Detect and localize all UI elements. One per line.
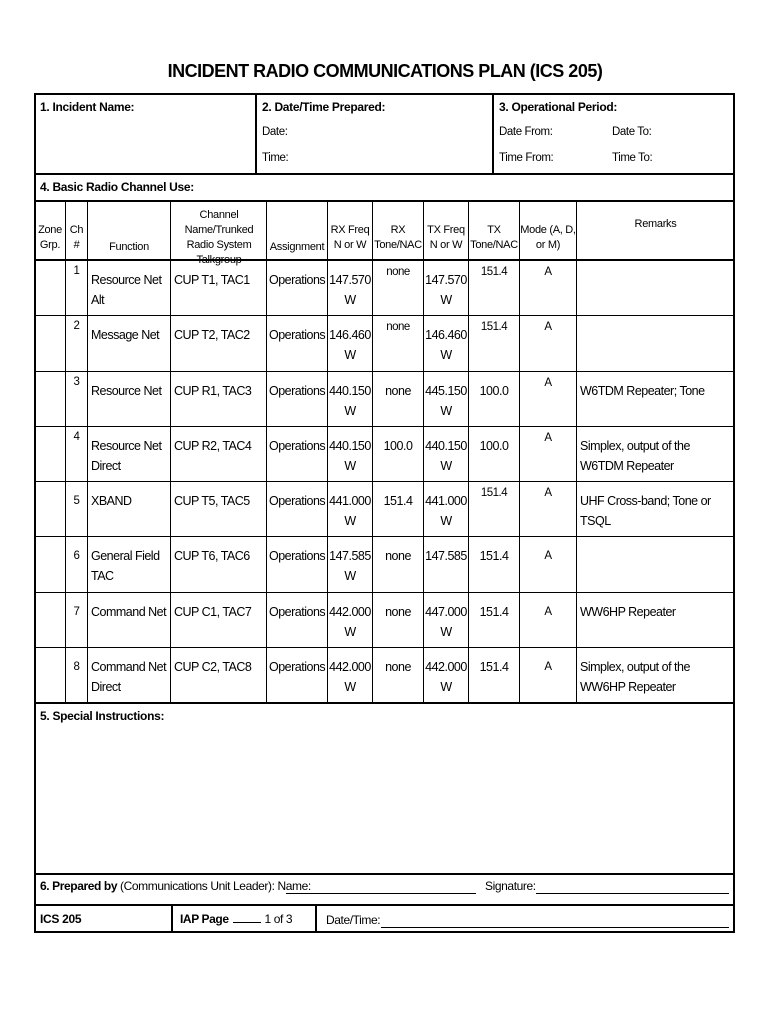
cell-remarks: UHF Cross-band; Tone or TSQL	[580, 494, 711, 528]
cell-tx-freq: 440.150 W	[425, 439, 467, 473]
divider-footer-1	[171, 904, 173, 933]
cell-tx-tone: 100.0	[479, 439, 509, 453]
col-header-rx-freq: RX Freq N or W	[330, 224, 370, 251]
cell-mode: A	[544, 606, 552, 618]
signature-label: Signature:	[485, 879, 536, 893]
cell-tx-freq: 441.000 W	[425, 494, 467, 528]
cell-rx-tone: none	[385, 549, 411, 563]
cell-rx-tone: 151.4	[383, 494, 413, 508]
time-from-label: Time From:	[499, 152, 554, 164]
footer-datetime-label: Date/Time:	[326, 913, 381, 927]
col-header-rx-tone: RX Tone/NAC	[374, 224, 422, 251]
col-header-tx-freq: TX Freq N or W	[427, 224, 465, 251]
divider-1-2	[255, 93, 257, 173]
prepared-time-label: Time:	[262, 152, 289, 164]
rule-footer	[34, 904, 735, 906]
cell-assignment: Operations	[269, 660, 326, 674]
row-divider	[34, 481, 735, 482]
cell-rx-tone: none	[385, 384, 411, 398]
cell-assignment: Operations	[269, 549, 326, 563]
col-header-mode: Mode (A, D, or M)	[520, 224, 576, 251]
cell-assignment: Operations	[269, 439, 326, 453]
row-divider	[34, 536, 735, 537]
basic-radio-channel-use-label: 4. Basic Radio Channel Use:	[40, 180, 194, 194]
cell-assignment: Operations	[269, 328, 326, 342]
cell-remarks: W6TDM Repeater; Tone	[580, 384, 705, 398]
signature-line[interactable]	[536, 893, 729, 894]
cell-ch: 3	[73, 376, 80, 388]
rule-section6	[34, 873, 735, 875]
col-header-function: Function	[109, 241, 149, 253]
cell-rx-freq: 441.000 W	[329, 494, 371, 528]
cell-rx-tone: none	[386, 321, 410, 333]
row-divider	[34, 371, 735, 372]
cell-mode: A	[544, 377, 552, 389]
cell-tx-tone: 151.4	[479, 605, 509, 619]
cell-function: Command Net Direct	[91, 660, 167, 694]
cell-ch: 5	[73, 495, 80, 507]
rule-section4	[34, 173, 735, 175]
cell-rx-freq: 146.460 W	[329, 328, 371, 362]
cell-tx-tone: 151.4	[480, 321, 508, 333]
row-divider	[34, 647, 735, 648]
cell-channel: CUP T5, TAC5	[174, 494, 250, 508]
date-to-label: Date To:	[612, 126, 652, 138]
column-divider	[576, 200, 577, 702]
form-title: INCIDENT RADIO COMMUNICATIONS PLAN (ICS 205)	[167, 61, 603, 81]
cell-function: Resource Net Alt	[91, 273, 162, 307]
cell-remarks: WW6HP Repeater	[580, 605, 676, 619]
form-id-label: ICS 205	[40, 912, 82, 926]
prepared-by-rest: (Communications Unit Leader): Name:	[120, 879, 311, 893]
cell-tx-freq: 147.585	[425, 549, 467, 563]
cell-function: XBAND	[91, 494, 132, 508]
iap-page-bold: IAP Page	[180, 912, 229, 926]
operational-period-label: 3. Operational Period:	[499, 100, 618, 114]
cell-rx-tone: none	[385, 660, 411, 674]
prepared-date-label: Date:	[262, 126, 288, 138]
date-time-prepared-label: 2. Date/Time Prepared:	[262, 100, 386, 114]
cell-ch: 1	[73, 265, 80, 277]
cell-ch: 6	[73, 550, 80, 562]
column-divider	[170, 200, 171, 702]
cell-rx-freq: 147.570 W	[329, 273, 371, 307]
prepared-by-label	[40, 879, 311, 893]
special-instructions-label: 5. Special Instructions:	[40, 709, 165, 723]
column-divider	[87, 200, 88, 702]
cell-rx-freq: 442.000 W	[329, 605, 371, 639]
cell-tx-tone: 100.0	[479, 384, 509, 398]
cell-mode: A	[544, 266, 552, 278]
cell-tx-tone: 151.4	[479, 660, 509, 674]
cell-function: General Field TAC	[91, 549, 160, 583]
cell-remarks: Simplex, output of the WW6HP Repeater	[580, 660, 690, 694]
cell-remarks: Simplex, output of the W6TDM Repeater	[580, 439, 690, 473]
cell-rx-freq: 442.000 W	[329, 660, 371, 694]
divider-2-3	[492, 93, 494, 173]
prepared-by-bold: 6. Prepared by	[40, 879, 118, 893]
cell-mode: A	[544, 321, 552, 333]
cell-rx-tone: 100.0	[383, 439, 413, 453]
rule-table-header-top	[34, 200, 735, 202]
col-header-assignment: Assignment	[269, 241, 325, 253]
footer-datetime-line[interactable]	[381, 927, 729, 928]
cell-channel: CUP C1, TAC7	[174, 605, 252, 619]
time-to-label: Time To:	[612, 152, 653, 164]
incident-name-label: 1. Incident Name:	[40, 100, 135, 114]
col-header-channel: Channel Name/Trunked Radio System Talkgroup	[184, 209, 254, 266]
col-header-tx-tone: TX Tone/NAC	[470, 224, 518, 251]
row-divider	[34, 315, 735, 316]
cell-rx-freq: 440.150 W	[329, 439, 371, 473]
cell-tx-freq: 147.570 W	[425, 273, 467, 307]
cell-tx-freq: 442.000 W	[425, 660, 467, 694]
cell-rx-freq: 147.585 W	[329, 549, 371, 583]
divider-footer-2	[315, 904, 317, 933]
cell-assignment: Operations	[269, 494, 326, 508]
row-divider	[34, 592, 735, 593]
cell-tx-freq: 445.150 W	[425, 384, 467, 418]
cell-tx-freq: 146.460 W	[425, 328, 467, 362]
cell-assignment: Operations	[269, 605, 326, 619]
cell-tx-tone: 151.4	[480, 487, 508, 499]
cell-tx-freq: 447.000 W	[425, 605, 467, 639]
cell-channel: CUP T6, TAC6	[174, 549, 250, 563]
prepared-by-name-line[interactable]	[286, 893, 476, 894]
cell-assignment: Operations	[269, 273, 326, 287]
iap-page-blank[interactable]	[233, 922, 261, 923]
date-from-label: Date From:	[499, 126, 553, 138]
cell-assignment: Operations	[269, 384, 326, 398]
cell-ch: 8	[73, 661, 80, 673]
cell-ch: 2	[73, 320, 80, 332]
cell-mode: A	[544, 487, 552, 499]
rule-section5	[34, 702, 735, 704]
cell-channel: CUP R2, TAC4	[174, 439, 252, 453]
row-divider	[34, 426, 735, 427]
rule-table-header-bottom	[34, 259, 735, 261]
cell-channel: CUP R1, TAC3	[174, 384, 252, 398]
column-divider	[266, 200, 267, 702]
cell-channel: CUP T1, TAC1	[174, 273, 250, 287]
cell-tx-tone: 151.4	[479, 549, 509, 563]
col-header-zone: Zone Grp.	[38, 224, 62, 251]
col-header-remarks: Remarks	[634, 218, 677, 230]
cell-channel: CUP T2, TAC2	[174, 328, 250, 342]
cell-rx-freq: 440.150 W	[329, 384, 371, 418]
cell-ch: 7	[73, 606, 80, 618]
cell-function: Resource Net	[91, 384, 162, 398]
cell-rx-tone: none	[385, 605, 411, 619]
cell-ch: 4	[73, 431, 80, 443]
iap-page-label	[180, 912, 292, 926]
iap-page-count: 1 of 3	[264, 912, 293, 926]
cell-tx-tone: 151.4	[480, 266, 508, 278]
cell-function: Message Net	[91, 328, 160, 342]
cell-channel: CUP C2, TAC8	[174, 660, 252, 674]
col-header-ch: Ch #	[69, 224, 84, 251]
cell-mode: A	[544, 550, 552, 562]
cell-mode: A	[544, 661, 552, 673]
cell-rx-tone: none	[386, 266, 410, 278]
cell-function: Resource Net Direct	[91, 439, 162, 473]
cell-function: Command Net	[91, 605, 167, 619]
cell-mode: A	[544, 432, 552, 444]
